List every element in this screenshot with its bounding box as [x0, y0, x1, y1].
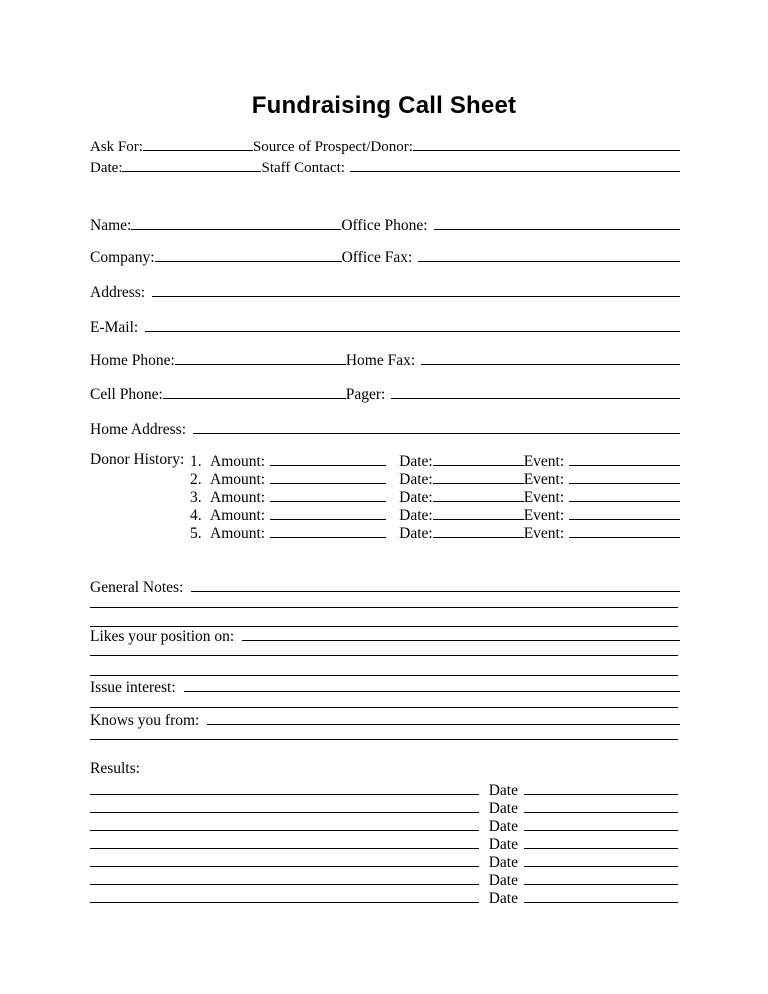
- result-date-label: Date: [488, 871, 518, 889]
- home-address-label: Home Address:: [90, 420, 187, 438]
- event-label: Event:: [523, 524, 565, 542]
- result-row: [90, 781, 678, 798]
- result-date-label: Date: [488, 781, 518, 799]
- office-fax-input[interactable]: [418, 248, 680, 262]
- likes-your-position-continuation-line[interactable]: [90, 675, 678, 676]
- name-input[interactable]: [131, 216, 341, 230]
- result-input[interactable]: [90, 817, 479, 831]
- pager-input[interactable]: [391, 385, 680, 399]
- general-notes-continuation-line[interactable]: [90, 607, 678, 608]
- amount-input[interactable]: [270, 470, 386, 484]
- company-label: Company:: [90, 248, 155, 266]
- issue-interest-input[interactable]: [184, 678, 680, 692]
- donor-history-row: [190, 524, 680, 541]
- address-row: [90, 283, 680, 300]
- donor-history-row: [190, 470, 680, 487]
- likes-your-position-input[interactable]: [242, 627, 680, 641]
- amount-input[interactable]: [270, 452, 386, 466]
- office-phone-label: Office Phone:: [341, 216, 428, 234]
- date-row: [90, 159, 680, 176]
- home-fax-label: Home Fax:: [345, 351, 416, 369]
- home-address-input[interactable]: [193, 420, 680, 434]
- donor-date-input[interactable]: [433, 470, 524, 484]
- result-date-input[interactable]: [524, 853, 678, 867]
- home-phone-row: [90, 351, 680, 368]
- knows-you-from-label: Knows you from:: [90, 711, 200, 729]
- amount-input[interactable]: [270, 524, 386, 538]
- result-input[interactable]: [90, 889, 479, 903]
- donor-date-input[interactable]: [433, 524, 524, 538]
- donor-history-number: 4.: [190, 506, 202, 524]
- office-phone-input[interactable]: [434, 216, 680, 230]
- event-input[interactable]: [569, 452, 680, 466]
- result-date-input[interactable]: [524, 799, 678, 813]
- name-row: [90, 216, 680, 233]
- home-address-row: [90, 420, 680, 437]
- donor-history-row: [190, 488, 680, 505]
- donor-history-number: 1.: [190, 452, 202, 470]
- event-input[interactable]: [569, 506, 680, 520]
- staff-contact-label: Staff Contact:: [261, 160, 345, 177]
- donor-history-number: 3.: [190, 488, 202, 506]
- donor-history-number: 5.: [190, 524, 202, 542]
- email-row: [90, 318, 680, 335]
- likes-your-position-label: Likes your position on:: [90, 627, 235, 645]
- issue-interest-continuation-line[interactable]: [90, 707, 678, 708]
- likes-your-position-continuation-line[interactable]: [90, 655, 678, 656]
- knows-you-from-input[interactable]: [207, 711, 680, 725]
- result-row: [90, 817, 678, 834]
- result-date-input[interactable]: [524, 817, 678, 831]
- result-date-label: Date: [488, 853, 518, 871]
- event-label: Event:: [523, 488, 565, 506]
- donor-history-number: 2.: [190, 470, 202, 488]
- result-date-label: Date: [488, 889, 518, 907]
- likes-your-position-row: [90, 627, 680, 644]
- result-row: [90, 799, 678, 816]
- email-label: E-Mail:: [90, 318, 139, 336]
- result-input[interactable]: [90, 799, 479, 813]
- source-of-prospect-input[interactable]: [413, 138, 680, 151]
- knows-you-from-row: [90, 711, 680, 728]
- ask-for-input[interactable]: [143, 138, 253, 151]
- donor-history-label: Donor History:: [90, 451, 185, 468]
- result-input[interactable]: [90, 781, 479, 795]
- donor-date-label: Date:: [399, 488, 433, 506]
- result-input[interactable]: [90, 871, 479, 885]
- result-date-label: Date: [488, 835, 518, 853]
- result-input[interactable]: [90, 853, 479, 867]
- address-input[interactable]: [152, 283, 680, 297]
- home-phone-input[interactable]: [175, 351, 346, 365]
- donor-date-label: Date:: [399, 524, 433, 542]
- donor-date-input[interactable]: [433, 488, 524, 502]
- donor-history-row: [190, 506, 680, 523]
- donor-date-input[interactable]: [433, 506, 524, 520]
- date-label: Date:: [90, 160, 123, 177]
- amount-input[interactable]: [270, 506, 386, 520]
- result-input[interactable]: [90, 835, 479, 849]
- page-title: Fundraising Call Sheet: [251, 92, 517, 119]
- result-date-label: Date: [488, 799, 518, 817]
- company-input[interactable]: [155, 248, 342, 262]
- result-row: [90, 853, 678, 870]
- event-input[interactable]: [569, 470, 680, 484]
- result-row: [90, 871, 678, 888]
- amount-label: Amount:: [210, 470, 266, 488]
- ask-for-row: [90, 138, 680, 155]
- ask-for-label: Ask For:: [90, 139, 143, 156]
- general-notes-row: [90, 578, 680, 595]
- amount-label: Amount:: [210, 524, 266, 542]
- knows-you-from-continuation-line[interactable]: [90, 739, 678, 740]
- general-notes-label: General Notes:: [90, 578, 184, 596]
- office-fax-label: Office Fax:: [341, 248, 413, 266]
- amount-label: Amount:: [210, 452, 266, 470]
- donor-date-label: Date:: [399, 470, 433, 488]
- cell-phone-row: [90, 385, 680, 402]
- donor-date-label: Date:: [399, 506, 433, 524]
- event-label: Event:: [523, 506, 565, 524]
- result-date-label: Date: [488, 817, 518, 835]
- issue-interest-row: [90, 678, 680, 695]
- general-notes-input[interactable]: [191, 578, 680, 592]
- amount-input[interactable]: [270, 488, 386, 502]
- event-input[interactable]: [569, 524, 680, 538]
- company-row: [90, 248, 680, 265]
- result-date-input[interactable]: [524, 835, 678, 849]
- result-row: [90, 889, 678, 906]
- donor-date-label: Date:: [399, 452, 433, 470]
- event-label: Event:: [523, 452, 565, 470]
- amount-label: Amount:: [210, 506, 266, 524]
- result-date-input[interactable]: [524, 889, 678, 903]
- donor-date-input[interactable]: [433, 452, 524, 466]
- issue-interest-label: Issue interest:: [90, 678, 176, 696]
- name-label: Name:: [90, 216, 132, 234]
- result-date-input[interactable]: [524, 781, 678, 795]
- home-phone-label: Home Phone:: [90, 351, 175, 369]
- results-label: Results:: [90, 760, 140, 777]
- amount-label: Amount:: [210, 488, 266, 506]
- staff-contact-input[interactable]: [350, 159, 680, 172]
- address-label: Address:: [90, 283, 146, 301]
- pager-label: Pager:: [345, 385, 386, 403]
- home-fax-input[interactable]: [421, 351, 680, 365]
- date-input[interactable]: [122, 159, 261, 172]
- email-input[interactable]: [145, 318, 680, 332]
- event-label: Event:: [523, 470, 565, 488]
- donor-history-row: [190, 452, 680, 469]
- result-date-input[interactable]: [524, 871, 678, 885]
- result-row: [90, 835, 678, 852]
- cell-phone-label: Cell Phone:: [90, 385, 163, 403]
- cell-phone-input[interactable]: [163, 385, 346, 399]
- event-input[interactable]: [569, 488, 680, 502]
- source-of-prospect-label: Source of Prospect/Donor:: [252, 139, 413, 156]
